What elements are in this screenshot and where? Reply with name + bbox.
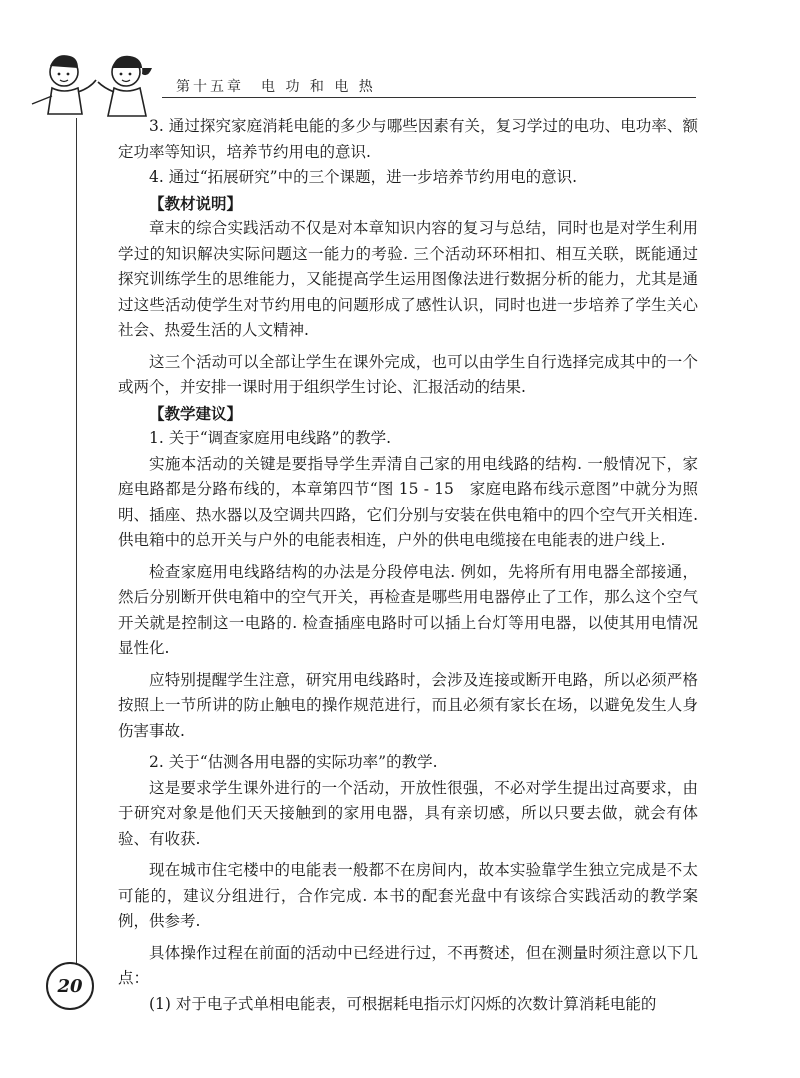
paragraph: 章末的综合实践活动不仅是对本章知识内容的复习与总结，同时也是对学生利用学过的知识解决实际问题这一能力的考验. 三个活动环环相扣、相互关联，既能通过探究训练学生的思维能力，又能提高学生运用图像法进行数据分析的能力，尤其是通过这些活动使学生对节约用电的问题形成了感性认识，同时也进一步培养了学生关心社会、热爱生活的人文精神. [118,219,698,339]
sub-heading: 1. 关于“调查家庭用电线路”的教学. [149,429,391,447]
paragraph: 检查家庭用电线路结构的办法是分段停电法. 例如，先将所有用电器全部接通，然后分别断开供电箱中的空气开关，再检查是哪些用电器停止了工作，那么这个空气开关就是控制这一电路的. 检查插座电路时可以插上台灯等用电器，以使其用电情况显性化. [118,562,698,657]
children-illustration-icon [22,44,172,124]
page-header [0,0,800,110]
section-heading: 【教材说明】 [149,193,243,213]
header-rule [162,97,696,98]
body-text [118,114,698,1017]
paragraph: 这三个活动可以全部让学生在课外完成，也可以由学生自行选择完成其中的一个或两个，并安排一课时用于组织学生讨论、汇报活动的结果. [118,352,698,396]
paragraph: 具体操作过程在前面的活动中已经进行过，不再赘述，但在测量时须注意以下几点： [118,943,698,987]
margin-rule [76,118,77,963]
paragraph: 现在城市住宅楼中的电能表一般都不在房间内，故本实验靠学生独立完成是不太可能的，建议分组进行，合作完成. 本书的配套光盘中有该综合实践活动的教学案例，供参考. [118,861,698,930]
paragraph: 实施本活动的关键是要指导学生弄清自己家的用电线路的结构. 一般情况下，家庭电路都是分路布线的，本章第四节“图 15 - 15 家庭电路布线示意图”中就分为照明、插座、热水器以及空调共四路，它们分别与安装在供电箱中的四个空气开关相连. 供电箱中的总开关与户外的电能表相连，户外的供电电缆接在电能表的进户线上. [118,454,698,549]
section-heading: 【教学建议】 [149,403,243,423]
paragraph: 3. 通过探究家庭消耗电能的多少与哪些因素有关，复习学过的电功、电功率、额定功率等知识，培养节约用电的意识. [118,117,698,161]
page-number: 20 [46,962,94,1010]
paragraph: 应特别提醒学生注意，研究用电线路时，会涉及连接或断开电路，所以必须严格按照上一节所讲的防止触电的操作规范进行，而且必须有家长在场，以避免发生人身伤害事故. [118,670,698,740]
chapter-title: 第十五章 电 功 和 电 热 [176,79,376,95]
paragraph: (1) 对于电子式单相电能表，可根据耗电指示灯闪烁的次数计算消耗电能的 [149,994,657,1013]
paragraph: 这是要求学生课外进行的一个活动，开放性很强，不必对学生提出过高要求，由于研究对象是他们天天接触到的家用电器，具有亲切感，所以只要去做，就会有体验、有收获. [118,778,698,848]
paragraph: 4. 通过“拓展研究”中的三个课题，进一步培养节约用电的意识. [149,168,577,186]
sub-heading: 2. 关于“估测各用电器的实际功率”的教学. [149,753,438,771]
